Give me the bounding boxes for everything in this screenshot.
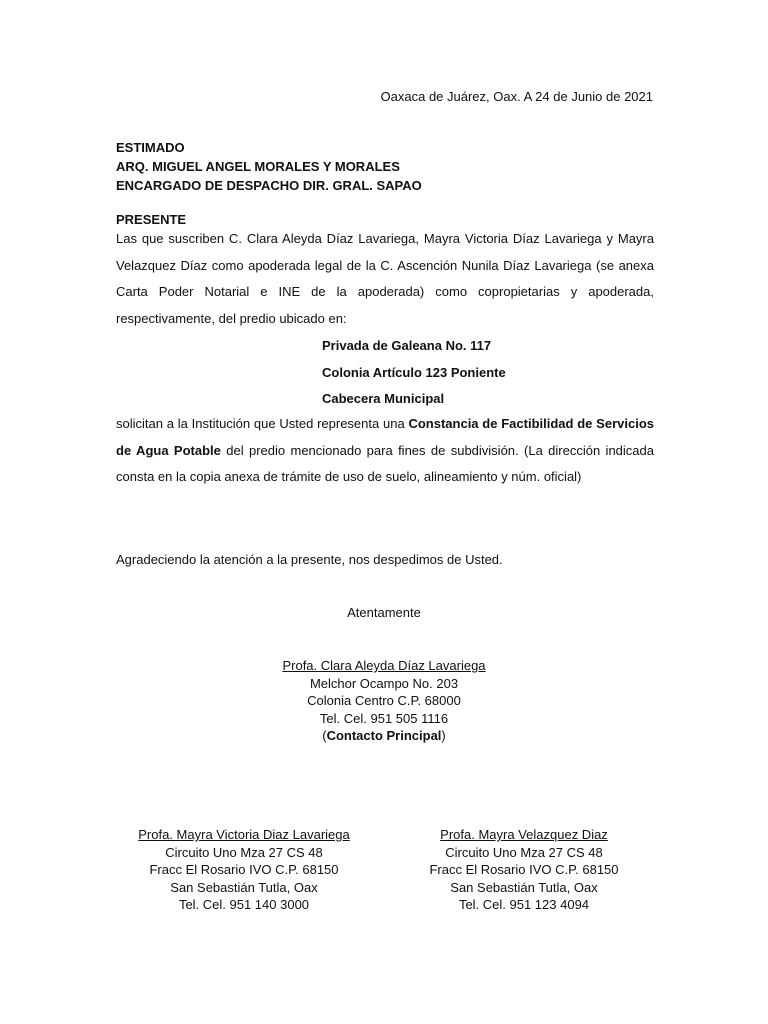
intro-paragraph: Las que suscriben C. Clara Aleyda Díaz Lavariega, Mayra Victoria Díaz Lavariega y Mayra Velazquez Díaz como apoderada legal de la C. Ascención Nunila Díaz Lavariega (se anexa Carta Poder Notarial e INE de la apoderada) como copropietarias y apoderada, respectivamente, del predio ubicado en: (116, 231, 654, 326)
recipient-name: ARQ. MIGUEL ANGEL MORALES Y MORALES (116, 159, 400, 174)
main-signatory-name: Profa. Clara Aleyda Díaz Lavariega (282, 658, 486, 673)
sign-off: Atentamente (347, 605, 421, 620)
salutation: ESTIMADO (116, 140, 185, 155)
signatory-name: Profa. Mayra Velazquez Diaz (440, 827, 608, 842)
address-line-street: Privada de Galeana No. 117 (322, 338, 492, 353)
request-document-name: Constancia de Factibilidad de Servicios de Agua Potable (116, 416, 654, 458)
recipient-position: ENCARGADO DE DESPACHO DIR. GRAL. SAPAO (116, 178, 422, 193)
main-signatory-phone: Tel. Cel. 951 505 1116 (319, 710, 449, 726)
main-signatory-note (234, 727, 534, 745)
signature-block-right (394, 826, 654, 914)
signatory-address1: Circuito Uno Mza 27 CS 48 (445, 844, 603, 860)
signatory-address2: Fracc El Rosario IVO C.P. 68150 (429, 862, 619, 877)
signatory-name: Profa. Mayra Victoria Diaz Lavariega (138, 827, 350, 842)
request-suffix: del predio mencionado para fines de subdivisión. (La dirección indicada consta en la copia anexa de trámite de uso de suelo, alineamiento y núm. oficial) (116, 442, 654, 485)
request-prefix: solicitan a la Institución que Usted representa una (116, 416, 405, 431)
main-signature-block (234, 657, 534, 745)
main-signatory-address2: Colonia Centro C.P. 68000 (307, 693, 461, 708)
signatory-address1: Circuito Uno Mza 27 CS 48 (165, 844, 323, 860)
note-open-paren: ( (322, 728, 327, 743)
address-line-colonia: Colonia Artículo 123 Poniente (322, 365, 506, 380)
presente-heading: PRESENTE (116, 212, 187, 227)
signatory-phone: Tel. Cel. 951 140 3000 (178, 897, 310, 912)
date-line: Oaxaca de Juárez, Oax. A 24 de Junio de 2021 (380, 89, 653, 104)
signatory-address2: Fracc El Rosario IVO C.P. 68150 (149, 862, 339, 877)
signatory-city: San Sebastián Tutla, Oax (170, 879, 318, 895)
request-paragraph (116, 411, 654, 491)
closing-line: Agradeciendo la atención a la presente, nos despedimos de Usted. (116, 552, 503, 567)
main-signatory-address1: Melchor Ocampo No. 203 (309, 675, 459, 691)
note-close-paren: ) (441, 728, 446, 743)
contact-principal-label: Contacto Principal (326, 728, 442, 743)
signatory-city: San Sebastián Tutla, Oax (450, 879, 598, 895)
address-line-municipio: Cabecera Municipal (322, 391, 445, 406)
signatory-phone: Tel. Cel. 951 123 4094 (458, 897, 590, 912)
signature-block-left (114, 826, 374, 914)
